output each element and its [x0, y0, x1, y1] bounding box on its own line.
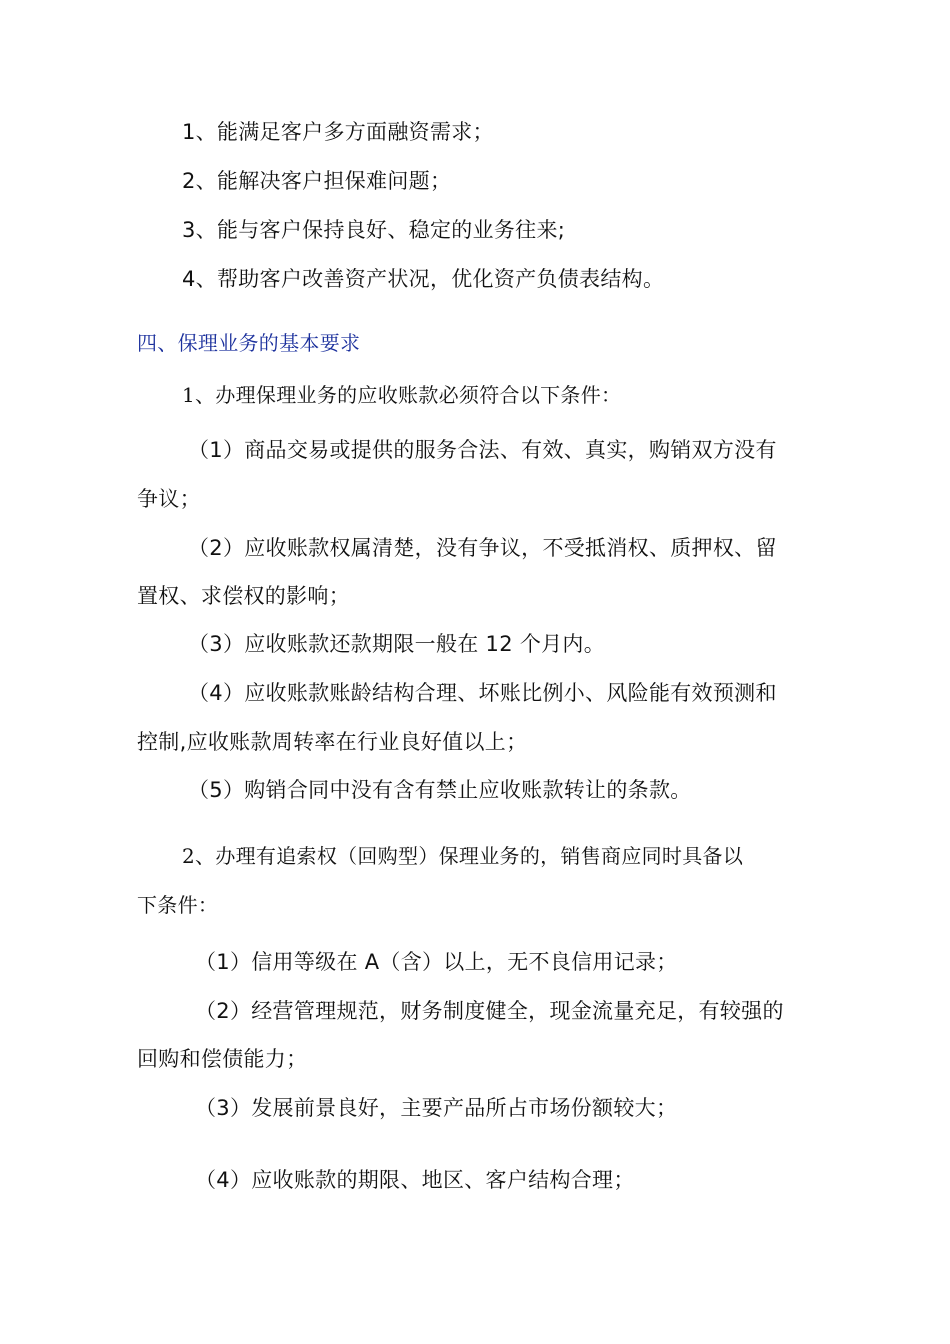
requirement-2-item-4: （4）应收账款的期限、地区、客户结构合理； — [195, 1168, 635, 1192]
requirement-1-item-4b: 控制,应收账款周转率在行业良好值以上； — [137, 730, 528, 754]
advantage-item-3: 3、能与客户保持良好、稳定的业务往来; — [182, 218, 566, 242]
requirement-2-item-3: （3）发展前景良好，主要产品所占市场份额较大； — [195, 1096, 678, 1120]
section-heading: 四、保理业务的基本要求 — [137, 331, 361, 355]
advantage-item-4: 4、帮助客户改善资产状况，优化资产负债表结构。 — [182, 267, 665, 291]
requirement-1-item-3: （3）应收账款还款期限一般在 12 个月内。 — [188, 632, 606, 656]
requirement-1-item-4a: （4）应收账款账龄结构合理、坏账比例小、风险能有效预测和 — [188, 681, 777, 705]
requirement-1-item-1b: 争议； — [137, 487, 201, 511]
requirement-2-title-line-2: 下条件： — [137, 893, 219, 917]
requirement-2-item-2a: （2）经营管理规范，财务制度健全，现金流量充足，有较强的 — [195, 999, 784, 1023]
requirement-2-item-2b: 回购和偿债能力； — [137, 1047, 308, 1071]
advantage-item-2: 2、能解决客户担保难问题； — [182, 169, 452, 193]
requirement-1-item-5: （5）购销合同中没有含有禁止应收账款转让的条款。 — [188, 778, 692, 802]
requirement-2-title-line-1: 2、办理有追索权（回购型）保理业务的，销售商应同时具备以 — [182, 844, 744, 868]
requirement-1-item-2b: 置权、求偿权的影响； — [137, 584, 350, 608]
requirement-1-item-2a: （2）应收账款权属清楚，没有争议，不受抵消权、质押权、留 — [188, 536, 777, 560]
requirement-1-title: 1、办理保理业务的应收账款必须符合以下条件： — [182, 383, 622, 407]
requirement-1-item-1a: （1）商品交易或提供的服务合法、有效、真实，购销双方没有 — [188, 438, 777, 462]
requirement-2-item-1: （1）信用等级在 A（含）以上，无不良信用记录； — [195, 950, 678, 974]
advantage-item-1: 1、能满足客户多方面融资需求； — [182, 120, 494, 144]
